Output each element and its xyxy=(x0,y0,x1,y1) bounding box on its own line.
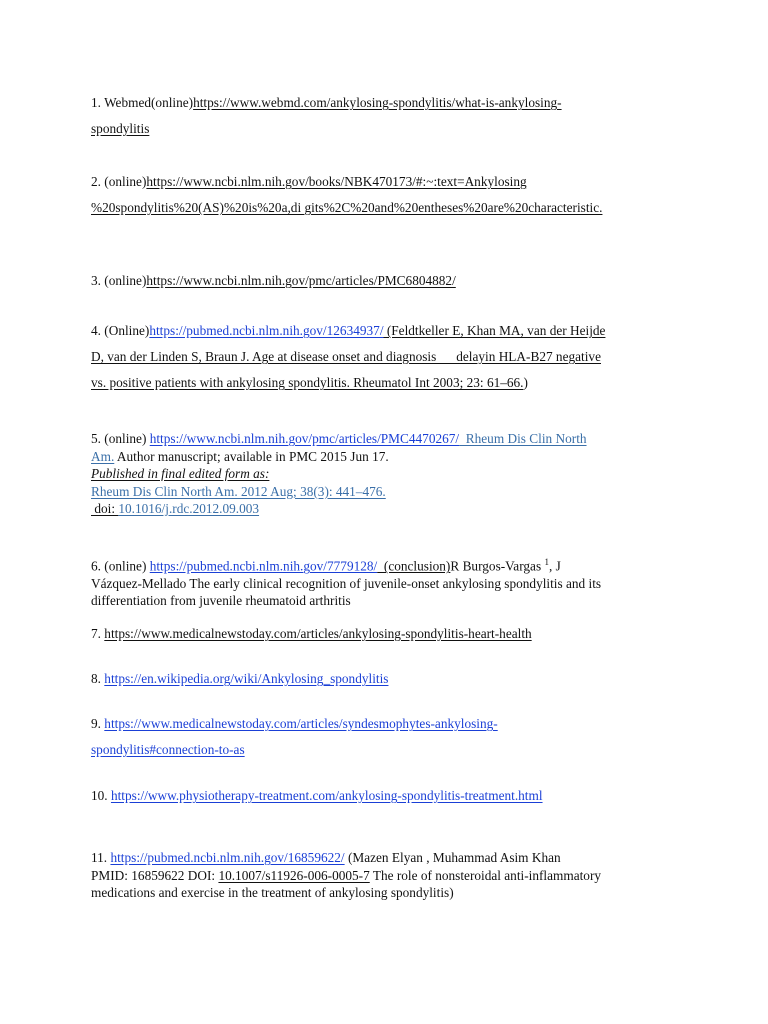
ref-label: (Online) xyxy=(104,323,150,338)
reference-9 xyxy=(91,711,691,763)
authors-cont: , J xyxy=(548,558,561,574)
wikipedia-link[interactable]: https://en.wikipedia.org/wiki/Ankylosing_spondylitis xyxy=(104,671,389,686)
ref-number: 2. xyxy=(91,174,105,189)
reference-10 xyxy=(91,783,691,809)
ref-number: 4. xyxy=(91,323,105,338)
pubmed-link[interactable]: https://pubmed.ncbi.nlm.nih.gov/7779128/ xyxy=(149,558,378,574)
reference-5 xyxy=(91,430,691,518)
reference-6 xyxy=(91,554,691,610)
ref-number: 3. xyxy=(91,273,105,288)
pmid-label: PMID: 16859622 DOI: xyxy=(91,867,219,883)
ref-number: 7. xyxy=(91,626,105,641)
authors: (Mazen Elyan , Muhammad Asim Khan xyxy=(344,850,561,865)
conclusion-label: (conclusion) xyxy=(377,558,451,574)
citation-text: differentiation from juvenile rheumatoid arthritis xyxy=(91,593,351,609)
title-text: The role of nonsteroidal anti-inflammatory xyxy=(369,867,602,883)
journal-link-cont[interactable]: Am. xyxy=(91,448,115,464)
reference-4 xyxy=(91,318,691,396)
reference-2 xyxy=(91,169,691,221)
ref-label: (online) xyxy=(104,558,150,574)
ref-label: (online) xyxy=(104,431,150,446)
pubmed-link[interactable]: https://pubmed.ncbi.nlm.nih.gov/12634937/ xyxy=(149,323,384,338)
ref-number: 11. xyxy=(91,850,111,865)
citation-close: ) xyxy=(523,375,528,390)
authors: R Burgos-Vargas xyxy=(450,558,545,574)
ref-number: 9. xyxy=(91,716,105,731)
ref-number: 6. xyxy=(91,558,105,574)
ref-label: (online) xyxy=(104,174,147,189)
physiotherapy-link[interactable]: https://www.physiotherapy-treatment.com/ankylosing-spondylitis-treatment.html xyxy=(110,788,543,803)
doi-link[interactable]: 10.1016/j.rdc.2012.09.003 xyxy=(118,501,260,516)
ref-number: 8. xyxy=(91,671,105,686)
reference-3 xyxy=(91,268,691,294)
doi-link[interactable]: 10.1007/s11926-006-0005-7 xyxy=(218,867,370,883)
published-label: Published in final edited form as: xyxy=(91,466,270,481)
ref-number: 5. xyxy=(91,431,105,446)
title-text: medications and exercise in the treatment of ankylosing spondylitis) xyxy=(91,885,454,900)
citation-text: Vázquez-Mellado The early clinical recognition of juvenile-onset ankylosing spondylitis and its xyxy=(91,575,602,591)
ref-label: (online) xyxy=(104,273,147,288)
doi-label: doi: xyxy=(91,501,119,516)
reference-7 xyxy=(91,621,691,647)
ncbi-books-link[interactable]: https://www.ncbi.nlm.nih.gov/books/NBK470173/#:~:text=Ankylosing xyxy=(146,174,527,189)
pmc-article-link[interactable]: https://www.ncbi.nlm.nih.gov/pmc/articles/PMC4470267/ xyxy=(149,431,460,446)
webmd-link-cont[interactable]: spondylitis xyxy=(91,121,150,136)
manuscript-note: Author manuscript; available in PMC 2015 Jun 17. xyxy=(114,448,389,464)
syndesmophytes-link-cont[interactable]: spondylitis#connection-to-as xyxy=(91,742,245,757)
ref-label: Webmed(online) xyxy=(104,95,194,110)
ref-number: 10. xyxy=(91,788,111,803)
reference-8 xyxy=(91,666,691,692)
citation-text: (Feldtkeller E, Khan MA, van der Heijde xyxy=(383,323,606,338)
ref-number: 1. xyxy=(91,95,105,110)
syndesmophytes-link[interactable]: https://www.medicalnewstoday.com/articles/syndesmophytes-ankylosing- xyxy=(104,716,498,731)
ncbi-books-link-cont[interactable]: %20spondylitis%20(AS)%20is%20a,di gits%2C%20and%20entheses%20are%20characteristic. xyxy=(91,200,603,215)
medicalnewstoday-link[interactable]: https://www.medicalnewstoday.com/articles/ankylosing-spondylitis-heart-health xyxy=(104,626,532,641)
citation-link[interactable]: Rheum Dis Clin North Am. 2012 Aug; 38(3): 441–476. xyxy=(91,483,386,499)
journal-link[interactable]: Rheum Dis Clin North xyxy=(459,431,587,446)
ncbi-pmc-link[interactable]: https://www.ncbi.nlm.nih.gov/pmc/articles/PMC6804882/ xyxy=(146,273,456,288)
citation-text: vs. positive patients with ankylosing spondylitis. Rheumatol Int 2003; 23: 61–66. xyxy=(91,375,524,390)
reference-11 xyxy=(91,849,691,902)
webmd-link[interactable]: https://www.webmd.com/ankylosing-spondylitis/what-is-ankylosing- xyxy=(193,95,562,110)
citation-text: D, van der Linden S, Braun J. Age at disease onset and diagnosis delayin HLA-B27 negative xyxy=(91,349,601,364)
author-superscript: 1 xyxy=(544,557,549,567)
pubmed-link[interactable]: https://pubmed.ncbi.nlm.nih.gov/16859622/ xyxy=(110,850,345,865)
reference-1 xyxy=(91,90,691,142)
